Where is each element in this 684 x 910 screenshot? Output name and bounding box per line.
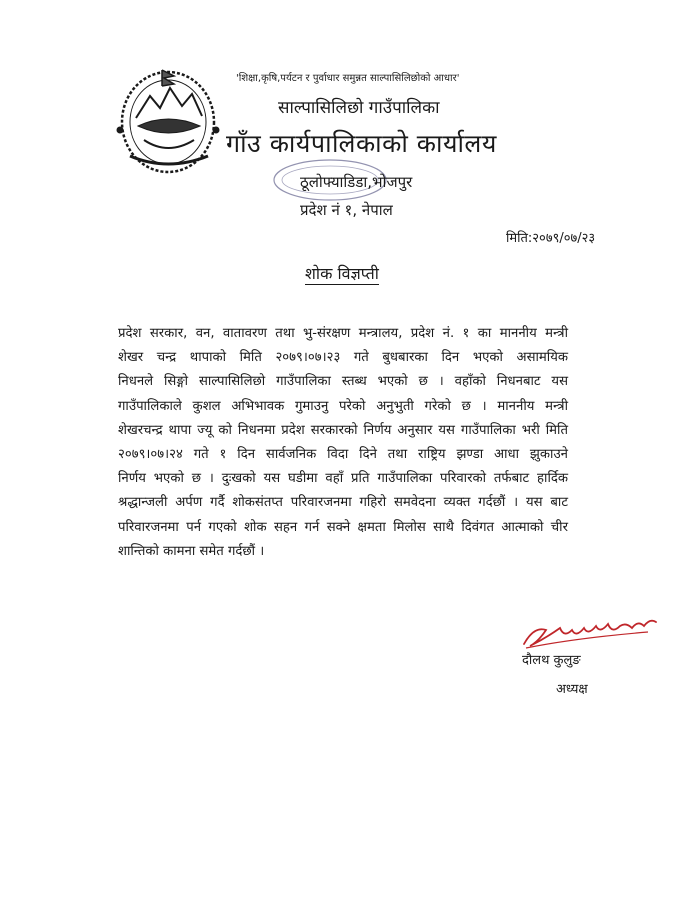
notice-title-text: शोक विज्ञप्ती [305, 264, 379, 283]
notice-body [118, 322, 568, 564]
notice-title [0, 262, 684, 284]
signatory-name: दौलथ कुलुङ [522, 653, 581, 668]
office-address: ठूलोफ्याडिडा,भोजपुर [300, 173, 413, 191]
signatory-designation: अध्यक्ष [556, 682, 588, 697]
body-line: गाउँपालिकाले कुशल अभिभावक गुमाउनु परेको अनुभुती गरेको छ । माननीय मन्त्री [118, 398, 568, 414]
province-line: प्रदेश नं १, नेपाल [300, 201, 393, 219]
body-line: शेखरचन्द्र थापा ज्यू को निधनमा प्रदेश सरकारको निर्णय अनुसार यस गाउँपालिका भरी मिति [118, 422, 568, 438]
handwritten-signature [516, 608, 666, 656]
letter-date: मिति:२०७९/०७/२३ [506, 231, 596, 246]
organization-name: साल्पासिलिछो गाउँपालिका [278, 98, 440, 118]
body-line: श्रद्धान्जली अर्पण गर्दै शोकसंतप्त परिवारजनमा गहिरो समवेदना व्यक्त गर्दछौं । यस बाट [118, 495, 568, 511]
office-name: गाँउ कार्यपालिकाको कार्यालय [226, 129, 497, 158]
motto-text: 'शिक्षा,कृषि,पर्यटन र पुर्वाधार समुन्नत साल्पासिलिछोको आधार' [236, 73, 460, 84]
body-line: प्रदेश सरकार, वन, वातावरण तथा भु-संरक्षण मन्त्रालय, प्रदेश नं. १ का माननीय मन्त्री [118, 326, 568, 341]
body-line: परिवारजनमा पर्न गएको शोक सहन गर्न सक्ने क्षमता मिलोस साथै दिवंगत आत्माको चीर [118, 519, 568, 535]
body-line: निर्णय भएको छ । दुःखको यस घडीमा वहाँ प्रति गाउँपालिका परिवारको तर्फबाट हार्दिक [118, 471, 568, 487]
body-line: २०७९।०७।२४ गते १ दिन सार्वजनिक विदा दिने तथा राष्ट्रिय झण्डा आधा झुकाउने [118, 447, 568, 463]
body-line: शेखर चन्द्र थापाको मिति २०७९।०७।२३ गते बुधबारका दिन भएको असामयिक [118, 350, 568, 366]
body-line: निधनले सिङ्गो साल्पासिलिछो गाउँपालिका स्तब्ध भएको छ । वहाँको निधनबाट यस [118, 374, 568, 390]
body-line: शान्तिको कामना समेत गर्दछौं । [118, 543, 265, 559]
